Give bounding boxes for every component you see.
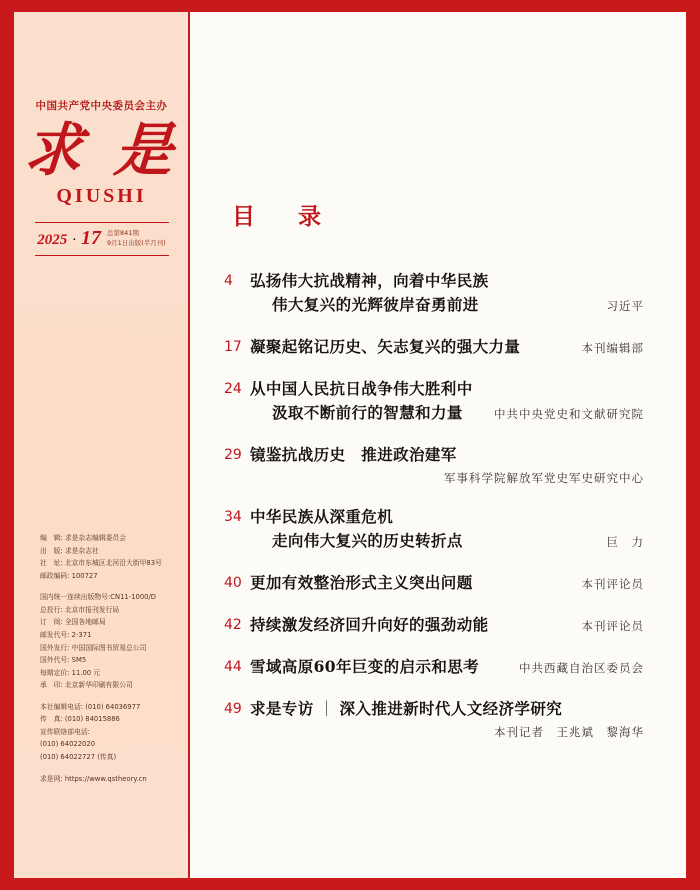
imprint-line: 社 址: 北京市东城区北河沿大街甲83号 (40, 559, 162, 568)
toc-section-label: 求是专访 (250, 699, 314, 719)
issue-year: 2025 (37, 232, 68, 248)
toc-entry[interactable] (224, 613, 644, 637)
toc-list (224, 269, 644, 741)
toc-entry[interactable] (224, 697, 644, 741)
toc-title-line: 雪域高原60年巨变的启示和思考 (250, 657, 480, 677)
issue-number: 17 (80, 227, 101, 249)
imprint-line: 国外发行: 中国国际图书贸易总公司 (40, 643, 147, 652)
logo-chinese: 求 是 (22, 116, 181, 184)
website-row (40, 773, 180, 786)
toc-entry[interactable] (224, 335, 644, 359)
toc-entry-body (250, 613, 644, 637)
toc-title-line: 凝聚起铭记历史、矢志复兴的强大力量 (250, 337, 521, 357)
toc-entry[interactable] (224, 443, 644, 487)
issue-main (37, 227, 101, 250)
toc-title-line: 伟大复兴的光辉彼岸奋勇前进 (272, 295, 479, 315)
toc-author: 中共西藏自治区委员会 (519, 661, 644, 676)
toc-author: 军事科学院解放军党史军史研究中心 (444, 471, 644, 486)
toc-author: 巨 力 (606, 535, 644, 550)
toc-title-author-row (250, 335, 644, 359)
toc-title-line: 从中国人民抗日战争伟大胜利中 (250, 379, 473, 399)
toc-entry-body (250, 655, 644, 679)
toc-separator: ｜ (318, 700, 335, 719)
toc-author: 本刊编辑部 (581, 341, 644, 356)
imprint-line: 出 版: 求是杂志社 (40, 546, 99, 555)
imprint-line: (010) 64022020 (40, 740, 96, 749)
issue-total: 总第841期 (106, 229, 139, 238)
toc-page-number: 44 (224, 659, 242, 676)
page-content (14, 12, 686, 878)
toc-author: 本刊评论员 (581, 577, 644, 592)
imprint-line: 宣传联络部电话: (40, 727, 90, 736)
toc-title-line: 持续激发经济回升向好的强劲动能 (250, 615, 489, 635)
toc-title-line: 弘扬伟大抗战精神，向着中华民族 (250, 271, 489, 290)
masthead (14, 12, 189, 256)
toc-entry[interactable] (224, 269, 644, 317)
toc-entry-body (250, 505, 644, 553)
website-label: 求是网: (40, 774, 63, 783)
toc-entry-body (250, 269, 644, 317)
imprint-line: 承 印: 北京新华印刷有限公司 (40, 681, 133, 690)
toc-author: 习近平 (606, 299, 644, 314)
toc-page-number: 40 (224, 575, 242, 592)
imprint-line: (010) 64022727 (传真) (40, 753, 117, 761)
imprint-block (40, 532, 180, 785)
issue-box (35, 222, 169, 256)
toc-title-line: 汲取不断前行的智慧和力量 (272, 403, 463, 423)
toc-title-author-row (250, 571, 644, 595)
toc-title-author-row (250, 529, 644, 553)
sponsor-line: 中国共产党中央委员会主办 (35, 100, 168, 112)
toc-page-number: 17 (224, 339, 242, 356)
imprint-line: 传 真: (010) 84015886 (40, 715, 120, 724)
toc-page-number: 34 (224, 509, 242, 526)
toc-title-line: 更加有效整治形式主义突出问题 (250, 573, 473, 593)
imprint-line: 邮政编码: 100727 (40, 571, 98, 580)
toc-title-author-row (250, 401, 644, 425)
toc-title-text: 深入推进新时代人文经济学研究 (339, 699, 563, 719)
imprint-line: 总投行: 北京市报刊发行局 (40, 605, 120, 614)
toc-entry-body (250, 697, 644, 741)
toc-page-number: 29 (224, 447, 242, 464)
toc-entry-body (250, 377, 644, 425)
issue-date: 9月1日出版(半月刊) (106, 238, 166, 247)
issue-sub (107, 229, 166, 248)
toc-page-number: 24 (224, 381, 242, 398)
imprint-line: 订 阅: 全国各地邮局 (40, 618, 106, 627)
imprint-group-distribution (40, 591, 180, 692)
toc-entry[interactable] (224, 571, 644, 595)
toc-page-number: 42 (224, 617, 242, 634)
toc-entry-body (250, 571, 644, 595)
imprint-line: 国外代号: SM5 (40, 656, 87, 665)
imprint-group-contact (40, 701, 180, 764)
toc-entry[interactable] (224, 655, 644, 679)
toc-entry[interactable] (224, 377, 644, 425)
toc-title-line: 镜鉴抗战历史 推进政治建军 (250, 445, 457, 465)
toc-title-author-row (250, 293, 644, 317)
toc-author: 本刊评论员 (581, 619, 644, 634)
imprint-line: 编 辑: 求是杂志编辑委员会 (40, 534, 127, 542)
imprint-line: 国内统一连续出版物号:CN11-1000/D (40, 593, 157, 602)
toc-title-line (250, 697, 644, 721)
toc-title-author-row (250, 655, 644, 679)
toc-page-number: 4 (224, 273, 233, 289)
toc-entry[interactable] (224, 505, 644, 553)
toc-column (190, 12, 686, 878)
toc-title-line: 走向伟大复兴的历史转折点 (272, 531, 463, 551)
imprint-line: 邮发代号: 2-371 (40, 630, 92, 639)
toc-title-author-row (250, 613, 644, 637)
toc-entry-body (250, 335, 644, 359)
website-link[interactable]: https://www.qstheory.cn (64, 774, 147, 783)
issue-dot: · (72, 232, 76, 248)
logo-pinyin: QIUSHI (56, 185, 147, 207)
toc-author: 本刊记者 王兆斌 黎海华 (494, 725, 644, 740)
toc-entry-body (250, 443, 644, 487)
imprint-line: 本社编辑电话: (010) 64036977 (40, 702, 141, 711)
toc-title: 目 录 (232, 203, 331, 230)
imprint-line: 每期定价: 11.00 元 (40, 668, 101, 677)
masthead-column (14, 12, 190, 878)
imprint-group-publisher (40, 532, 180, 582)
toc-page-number: 49 (224, 701, 242, 718)
toc-title-line: 中华民族从深重危机 (250, 507, 394, 527)
toc-author: 中共中央党史和文献研究院 (494, 407, 644, 422)
